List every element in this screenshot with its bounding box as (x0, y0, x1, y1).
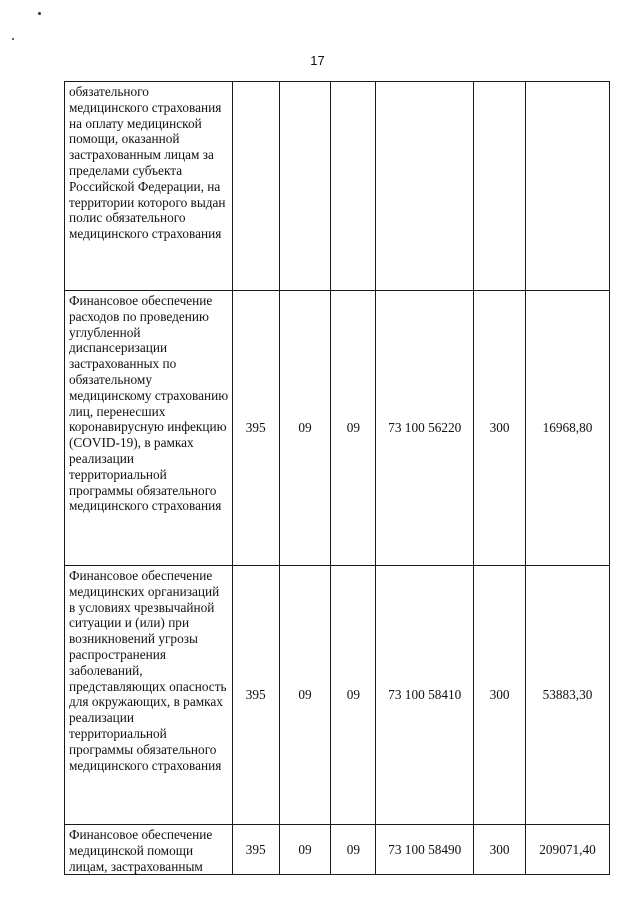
subsection-code: 09 (331, 291, 376, 566)
subsection-code (331, 82, 376, 291)
expense-type-code: 300 (474, 566, 526, 825)
expense-type-code: 300 (474, 291, 526, 566)
section-code: 09 (279, 825, 331, 875)
target-article-code (376, 82, 474, 291)
page-number: 17 (310, 53, 325, 68)
amount-value: 16968,80 (526, 291, 610, 566)
amount-value: 209071,40 (526, 825, 610, 875)
target-article-code: 73 100 58410 (376, 566, 474, 825)
row-description: Финансовое обеспечение медицинских организаций в условиях чрезвычайной ситуации и (или) при возникновений угрозы распространения заболеваний, представляющих опасность для окружающих, в рамках реализации территориальной программы обязательного медицинского страхования (65, 566, 233, 825)
table-row (65, 566, 610, 825)
subsection-code: 09 (331, 825, 376, 875)
ministry-code (232, 82, 279, 291)
section-code: 09 (279, 291, 331, 566)
amount-value (526, 82, 610, 291)
subsection-code: 09 (331, 566, 376, 825)
row-description: Финансовое обеспечение медицинской помощи лицам, застрахованным (65, 825, 233, 875)
scan-speck (38, 12, 41, 15)
budget-table (64, 81, 610, 875)
target-article-code: 73 100 58490 (376, 825, 474, 875)
scan-speck (12, 38, 14, 40)
section-code (279, 82, 331, 291)
target-article-code: 73 100 56220 (376, 291, 474, 566)
row-description: Финансовое обеспечение расходов по проведению углубленной диспансеризации застрахованных по обязательному медицинскому страхованию лиц, перенесших коронавирусную инфекцию (COVID-19), в рамках реализации территориальной программы обязательного медицинского страхования (65, 291, 233, 566)
ministry-code: 395 (232, 291, 279, 566)
expense-type-code: 300 (474, 825, 526, 875)
table-row (65, 82, 610, 291)
table-row (65, 825, 610, 875)
amount-value: 53883,30 (526, 566, 610, 825)
ministry-code: 395 (232, 825, 279, 875)
expense-type-code (474, 82, 526, 291)
table-row (65, 291, 610, 566)
ministry-code: 395 (232, 566, 279, 825)
section-code: 09 (279, 566, 331, 825)
row-description: обязательного медицинского страхования на оплату медицинской помощи, оказанной застрахованным лицам за пределами субъекта Российской Федерации, на территории которого выдан полис обязательного медицинского страхования (65, 82, 233, 291)
